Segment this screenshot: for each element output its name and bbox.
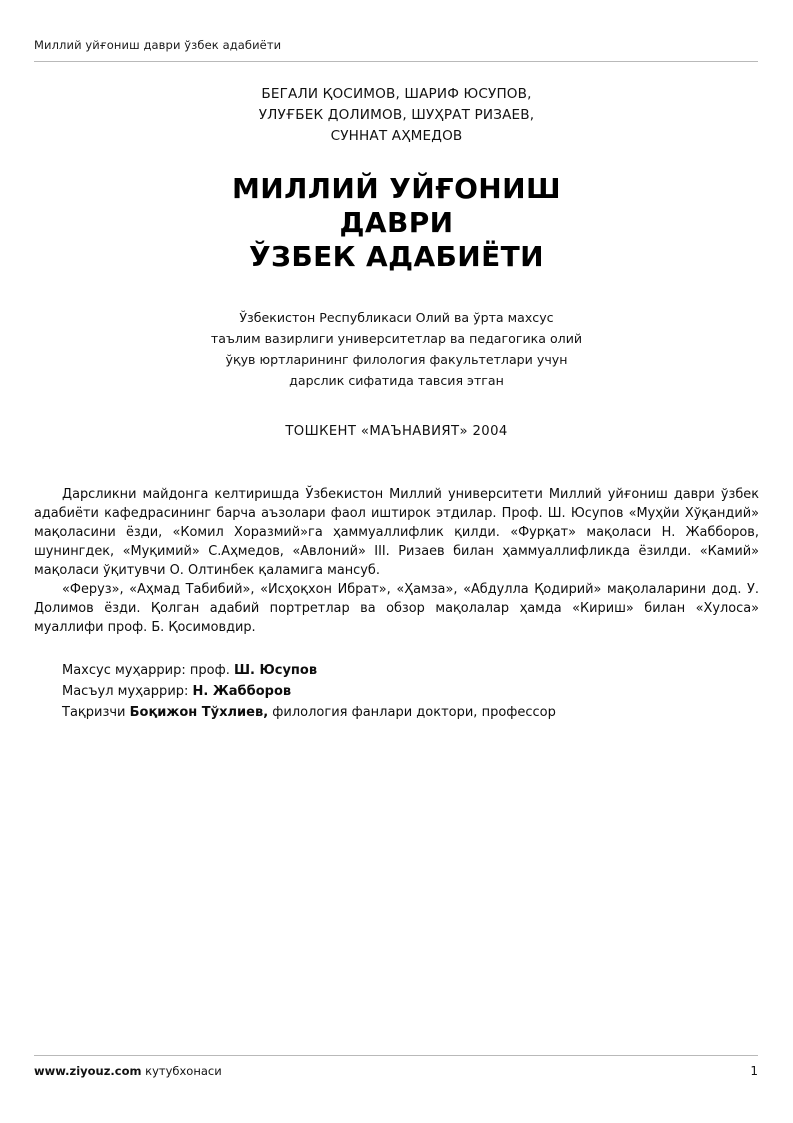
credit-name: Н. Жабборов (192, 684, 292, 699)
book-title-line: ДАВРИ (339, 206, 454, 239)
page-number: 1 (750, 1064, 758, 1078)
book-title-line: ЎЗБЕК АДАБИЁТИ (249, 240, 544, 273)
page-footer (34, 1055, 758, 1079)
credit-label: Махсус муҳаррир: проф. (62, 663, 234, 678)
approval-statement (160, 307, 633, 391)
approval-line: Ўзбекистон Республикаси Олий ва ўрта махсус (239, 310, 554, 325)
credit-label: Масъул муҳаррир: (62, 684, 193, 699)
credit-line (62, 702, 662, 723)
approval-line: таълим вазирлиги университетлар ва педагогика олий (210, 331, 583, 346)
running-header (34, 38, 758, 62)
credit-name: Ш. Юсупов (233, 663, 318, 678)
running-header-title: Миллий уйғониш даври ўзбек адабиёти (34, 38, 282, 52)
editorial-credits (62, 660, 662, 723)
footer-row (34, 1064, 758, 1079)
credit-name: Боқижон Тўхлиев, (129, 705, 269, 720)
body-paragraph: «Феруз», «Аҳмад Табибий», «Исҳоқхон Ибрат», «Ҳамза», «Абдулла Қодирий» мақолаларини дод. У. Долимов ёзди. Қолган адабий портретлар ва обзор мақолалар ҳамда «Кириш» билан «Хулоса» муаллифи проф. Б. Қосимовдир. (34, 582, 759, 635)
author-line: БЕГАЛИ ҚОСИМОВ, ШАРИФ ЮСУПОВ, (261, 86, 532, 102)
credit-label: Тақризчи (62, 705, 130, 720)
credit-line (62, 660, 662, 681)
author-block (160, 84, 633, 147)
book-title (120, 172, 673, 274)
credit-line (62, 681, 662, 702)
author-line: УЛУҒБЕК ДОЛИМОВ, ШУҲРАТ РИЗАЕВ, (258, 107, 535, 123)
source-suffix: кутубхонаси (141, 1064, 222, 1078)
approval-line: ўқув юртларининг филология факультетлари учун (225, 352, 568, 367)
body-text (34, 485, 759, 637)
book-title-line: МИЛЛИЙ УЙҒОНИШ (232, 172, 561, 205)
footer-source (34, 1064, 222, 1079)
approval-line: дарслик сифатида тавсия этган (289, 373, 504, 388)
footer-divider (34, 1055, 758, 1056)
credit-tail: филология фанлари доктори, профессор (268, 705, 556, 720)
imprint-line: ТОШКЕНТ «МАЪНАВИЯТ» 2004 (285, 424, 508, 439)
author-line: СУННАТ АҲМЕДОВ (330, 128, 463, 144)
header-divider (34, 61, 758, 62)
source-website[interactable]: www.ziyouz.com (34, 1064, 142, 1078)
body-paragraph: Дарсликни майдонга келтиришда Ўзбекистон Миллий университети Миллий уйғониш даври ўзбек адабиёти кафедрасининг барча аъзолари фаол иштирок этдилар. Проф. Ш. Юсупов «Муҳйи Хўқандий» мақоласини ёзди, «Комил Хоразмий»га ҳаммуаллифлик қилди. «Фурқат» мақоласи Н. Жабборов, шунингдек, «Муқимий» С.Аҳмедов, «Авлоний» III. Ризаев билан ҳаммуаллифликда ёзилди. «Камий» мақоласи ўқитувчи О. Олтинбек қаламига мансуб. (34, 487, 759, 578)
